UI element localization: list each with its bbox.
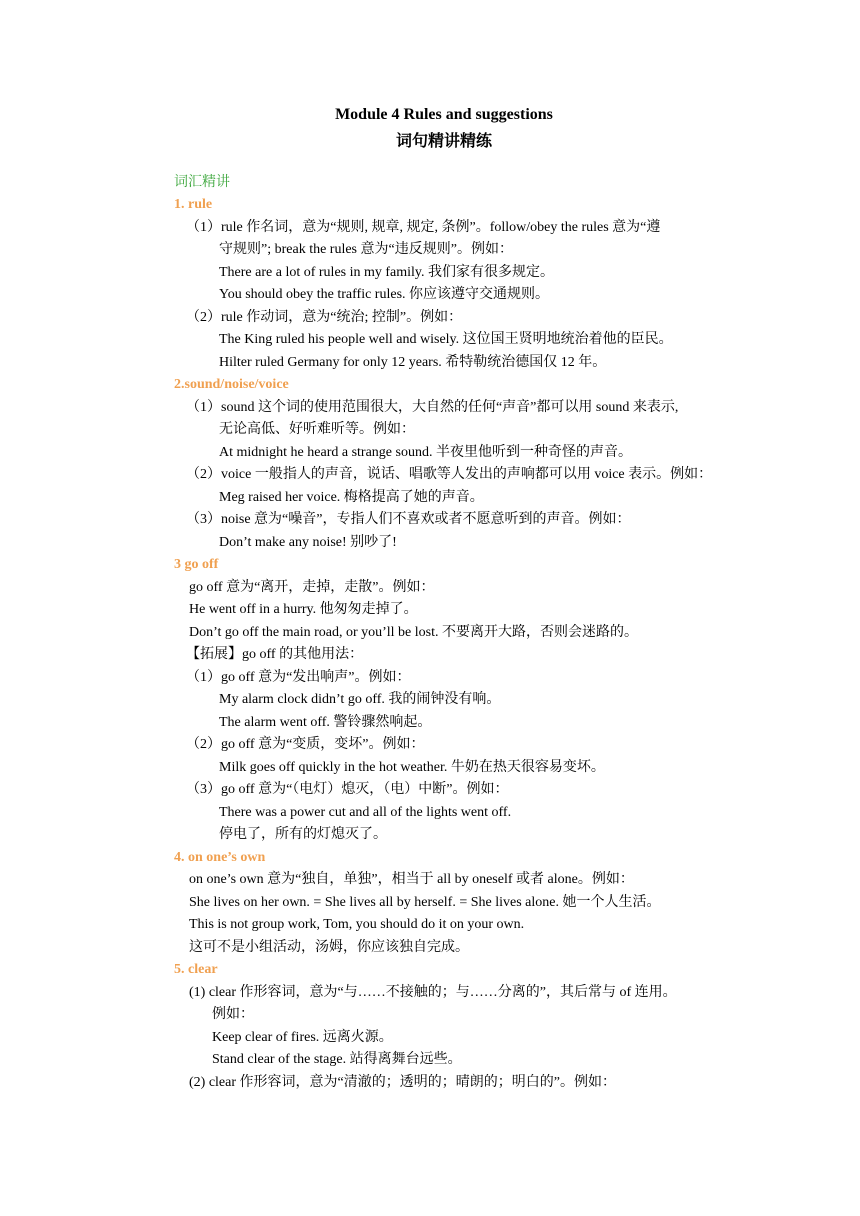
text-line: Meg raised her voice. 梅格提高了她的声音。 [219,489,484,505]
text-line: （3）noise 意为“噪音”，专指人们不喜欢或者不愿意听到的声音。例如： [186,512,631,527]
text-line: （1）rule 作名词，意为“规则, 规章, 规定, 条例”。follow/obey the rules 意为“遵 [186,219,661,235]
item-heading: 5. clear [174,962,218,977]
text-line: Don’t go off the main road, or you’ll be lost. 不要离开大路，否则会迷路的。 [189,624,638,640]
text-line: (1) clear 作形容词，意为“与……不接触的；与……分离的”，其后常与 of 连用。 [189,984,677,1000]
text-line: She lives on her own. = She lives all by herself. = She lives alone. 她一个人生活。 [189,894,661,910]
text-line: At midnight he heard a strange sound. 半夜里他听到一种奇怪的声音。 [219,444,632,460]
text-line: 守规则”; break the rules 意为“违反规则”。例如： [219,242,513,257]
text-line: on one’s own 意为“独自，单独”，相当于 all by oneself 或者 alone。例如： [189,872,634,887]
text-line: （2）voice 一般指人的声音，说话、唱歌等人发出的声响都可以用 voice 表示。例如： [186,467,713,482]
text-line: （1）go off 意为“发出响声”。例如： [186,669,411,685]
item-heading: 3 go off [174,557,219,572]
text-line: The King ruled his people well and wisely. 这位国王贤明地统治着他的臣民。 [219,332,673,347]
text-line: go off 意为“离开，走掉，走散”。例如： [189,579,435,595]
text-line: （1）sound 这个词的使用范围很大，大自然的任何“声音”都可以用 sound 来表示, [186,399,679,415]
text-line: 无论高低、好听难听等。例如： [219,422,415,437]
text-line: (2) clear 作形容词，意为“清澈的；透明的；晴朗的；明白的”。例如： [189,1074,616,1090]
document-title: Module 4 Rules and suggestions [335,106,553,123]
text-line: He went off in a hurry. 他匆匆走掉了。 [189,602,418,617]
section-heading: 词汇精讲 [174,175,230,190]
text-line: 例如： [212,1007,254,1022]
text-line: （3）go off 意为“（电灯）熄灭，（电）中断”。例如： [186,782,509,797]
document-subtitle: 词句精讲精练 [395,133,492,150]
text-line: Keep clear of fires. 远离火源。 [212,1029,393,1045]
item-heading: 2.sound/noise/voice [174,377,289,392]
text-line: Hilter ruled Germany for only 12 years. 希特勒统治德国仅 12 年。 [219,354,607,370]
text-line: My alarm clock didn’t go off. 我的闹钟没有响。 [219,692,501,707]
item-heading: 1. rule [174,197,213,212]
text-line: （2）go off 意为“变质，变坏”。例如： [186,737,425,752]
text-line: 这可不是小组活动，汤姆，你应该独自完成。 [189,939,469,955]
text-line: （2）rule 作动词，意为“统治; 控制”。例如： [186,309,463,325]
text-line: There are a lot of rules in my family. 我们家有很多规定。 [219,264,555,280]
text-line: 【拓展】go off 的其他用法： [186,647,364,662]
text-line: There was a power cut and all of the lights went off. [219,804,512,820]
text-line: You should obey the traffic rules. 你应该遵守交通规则。 [219,287,550,302]
text-line: Stand clear of the stage. 站得离舞台远些。 [212,1052,462,1067]
item-heading: 4. on one’s own [174,849,266,865]
text-line: 停电了，所有的灯熄灭了。 [219,827,387,842]
text-line: Milk goes off quickly in the hot weather. 牛奶在热天很容易变坏。 [219,759,605,775]
text-line: This is not group work, Tom, you should do it on your own. [189,917,525,932]
text-line: The alarm went off. 警铃骤然响起。 [219,714,432,730]
text-line: Don’t make any noise! 别吵了! [219,534,397,550]
